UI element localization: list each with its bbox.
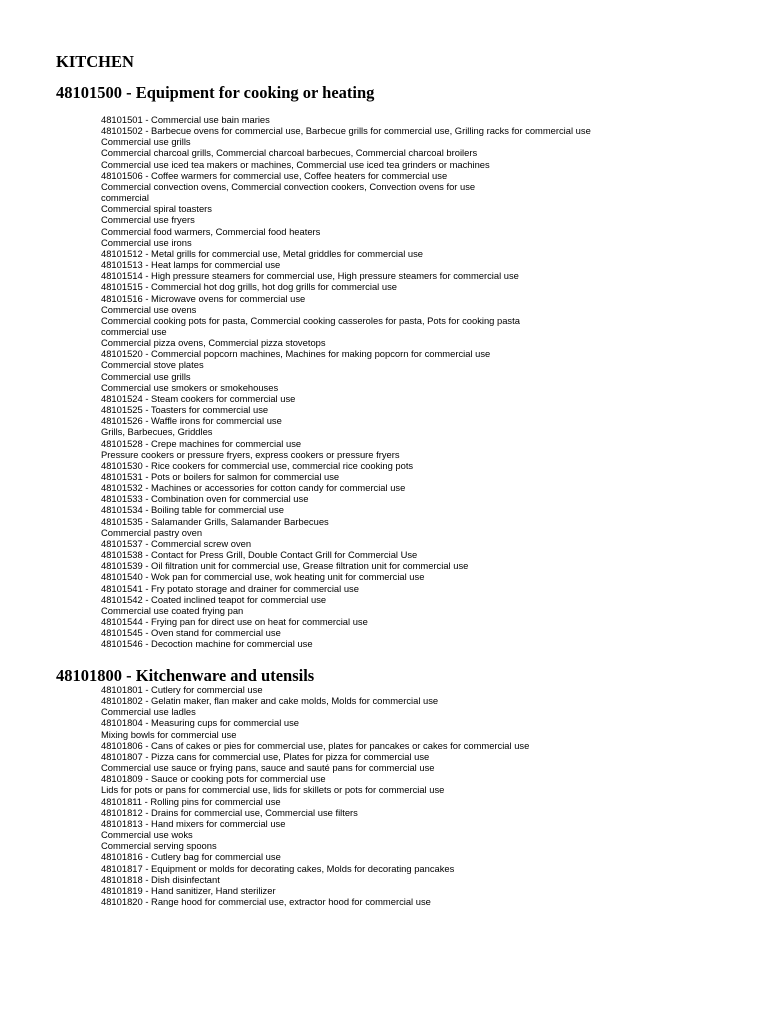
list-item: 48101811 - Rolling pins for commercial use bbox=[101, 795, 281, 807]
list-item: Commercial stove plates bbox=[101, 359, 204, 371]
list-item: 48101819 - Hand sanitizer, Hand sterilizer bbox=[101, 884, 276, 896]
list-item: 48101538 - Contact for Press Grill, Double Contact Grill for Commercial Use bbox=[101, 549, 418, 561]
list-item: 48101532 - Machines or accessories for cotton candy for commercial use bbox=[101, 482, 406, 494]
list-item: Commercial pastry oven bbox=[101, 526, 203, 538]
list-item: 48101534 - Boiling table for commercial use bbox=[101, 504, 284, 516]
section-heading-kitchenware: 48101800 - Kitchenware and utensils bbox=[56, 666, 315, 685]
list-item: 48101820 - Range hood for commercial use, extractor hood for commercial use bbox=[101, 895, 431, 907]
list-item: 48101807 - Pizza cans for commercial use, Plates for pizza for commercial use bbox=[101, 750, 430, 762]
list-item: 48101537 - Commercial screw oven bbox=[101, 537, 252, 549]
list-item: 48101526 - Waffle irons for commercial use bbox=[101, 415, 282, 427]
list-item: Commercial charcoal grills, Commercial charcoal barbecues, Commercial charcoal broilers bbox=[101, 147, 478, 159]
list-item: 48101533 - Combination oven for commercial use bbox=[101, 493, 309, 505]
list-item: Lids for pots or pans for commercial use, lids for skillets or pots for commercial use bbox=[101, 784, 445, 796]
list-item: 48101546 - Decoction machine for commercial use bbox=[101, 638, 313, 650]
list-item: commercial use bbox=[101, 325, 167, 337]
list-item: 48101530 - Rice cookers for commercial use, commercial rice cooking pots bbox=[101, 459, 414, 471]
list-item: 48101501 - Commercial use bain maries bbox=[101, 114, 270, 125]
list-item: 48101544 - Frying pan for direct use on heat for commercial use bbox=[101, 616, 368, 628]
list-item: 48101520 - Commercial popcorn machines, Machines for making popcorn for commercial use bbox=[101, 348, 491, 360]
list-item: 48101541 - Fry potato storage and drainer for commercial use bbox=[101, 582, 359, 594]
document-title: KITCHEN bbox=[56, 52, 134, 71]
list-item: commercial bbox=[101, 192, 149, 204]
list-item: 48101818 - Dish disinfectant bbox=[101, 873, 220, 885]
list-item: 48101506 - Coffee warmers for commercial use, Coffee heaters for commercial use bbox=[101, 169, 448, 181]
list-item: 48101512 - Metal grills for commercial use, Metal griddles for commercial use bbox=[101, 247, 424, 259]
list-item: 48101524 - Steam cookers for commercial use bbox=[101, 392, 296, 404]
list-item: 48101516 - Microwave ovens for commercial use bbox=[101, 292, 306, 304]
list-item: 48101817 - Equipment or molds for decorating cakes, Molds for decorating pancakes bbox=[101, 862, 455, 874]
list-item: Commercial serving spoons bbox=[101, 840, 217, 852]
list-item: Commercial use grills bbox=[101, 370, 191, 382]
list-item: Commercial spiral toasters bbox=[101, 203, 212, 215]
list-item: Commercial use coated frying pan bbox=[101, 604, 244, 616]
list-item: 48101542 - Coated inclined teapot for commercial use bbox=[101, 593, 327, 605]
list-item: 48101801 - Cutlery for commercial use bbox=[101, 684, 263, 695]
list-item: 48101539 - Oil filtration unit for commercial use, Grease filtration unit for commercial use bbox=[101, 560, 469, 572]
list-item: 48101502 - Barbecue ovens for commercial use, Barbecue grills for commercial use, Grilling racks for commercial use bbox=[101, 125, 591, 137]
item-list-cooking-equipment bbox=[101, 114, 681, 650]
item-list-kitchenware bbox=[101, 684, 681, 907]
list-item: 48101528 - Crepe machines for commercial use bbox=[101, 437, 302, 449]
list-item: Commercial use grills bbox=[101, 136, 191, 148]
list-item: 48101813 - Hand mixers for commercial use bbox=[101, 817, 286, 829]
list-item: 48101545 - Oven stand for commercial use bbox=[101, 627, 281, 639]
list-item: 48101525 - Toasters for commercial use bbox=[101, 404, 269, 416]
list-item: Commercial food warmers, Commercial food heaters bbox=[101, 225, 321, 237]
list-item: Mixing bowls for commercial use bbox=[101, 728, 237, 740]
section-heading-cooking-equipment: 48101500 - Equipment for cooking or heating bbox=[56, 83, 375, 102]
list-item: Commercial pizza ovens, Commercial pizza stovetops bbox=[101, 337, 326, 349]
list-item: Commercial use woks bbox=[101, 829, 193, 841]
list-item: 48101809 - Sauce or cooking pots for commercial use bbox=[101, 773, 326, 785]
list-item: 48101802 - Gelatin maker, flan maker and cake molds, Molds for commercial use bbox=[101, 695, 439, 707]
list-item: 48101531 - Pots or boilers for salmon for commercial use bbox=[101, 471, 340, 482]
list-item: Grills, Barbecues, Griddles bbox=[101, 426, 213, 438]
list-item: 48101515 - Commercial hot dog grills, hot dog grills for commercial use bbox=[101, 281, 397, 293]
list-item: 48101514 - High pressure steamers for commercial use, High pressure steamers for commercial use bbox=[101, 270, 519, 282]
list-item: 48101804 - Measuring cups for commercial use bbox=[101, 717, 300, 729]
list-item: 48101535 - Salamander Grills, Salamander Barbecues bbox=[101, 515, 329, 527]
list-item: Commercial use iced tea makers or machines, Commercial use iced tea grinders or machines bbox=[101, 158, 490, 170]
list-item: Pressure cookers or pressure fryers, express cookers or pressure fryers bbox=[101, 448, 400, 460]
list-item: Commercial use ovens bbox=[101, 303, 197, 315]
list-item: 48101816 - Cutlery bag for commercial use bbox=[101, 851, 281, 863]
list-item: 48101513 - Heat lamps for commercial use bbox=[101, 259, 281, 271]
list-item: 48101812 - Drains for commercial use, Commercial use filters bbox=[101, 806, 358, 818]
list-item: Commercial use ladles bbox=[101, 706, 196, 718]
list-item: Commercial cooking pots for pasta, Commercial cooking casseroles for pasta, Pots for cooking pasta bbox=[101, 314, 520, 326]
list-item: 48101540 - Wok pan for commercial use, wok heating unit for commercial use bbox=[101, 571, 425, 583]
list-item: Commercial convection ovens, Commercial convection cookers, Convection ovens for use bbox=[101, 180, 476, 192]
list-item: Commercial use fryers bbox=[101, 214, 195, 226]
list-item: 48101806 - Cans of cakes or pies for commercial use, plates for pancakes or cakes for commercial use bbox=[101, 739, 530, 751]
list-item: Commercial use smokers or smokehouses bbox=[101, 381, 279, 393]
list-item: Commercial use sauce or frying pans, sauce and sauté pans for commercial use bbox=[101, 762, 435, 774]
list-item: Commercial use irons bbox=[101, 236, 192, 248]
